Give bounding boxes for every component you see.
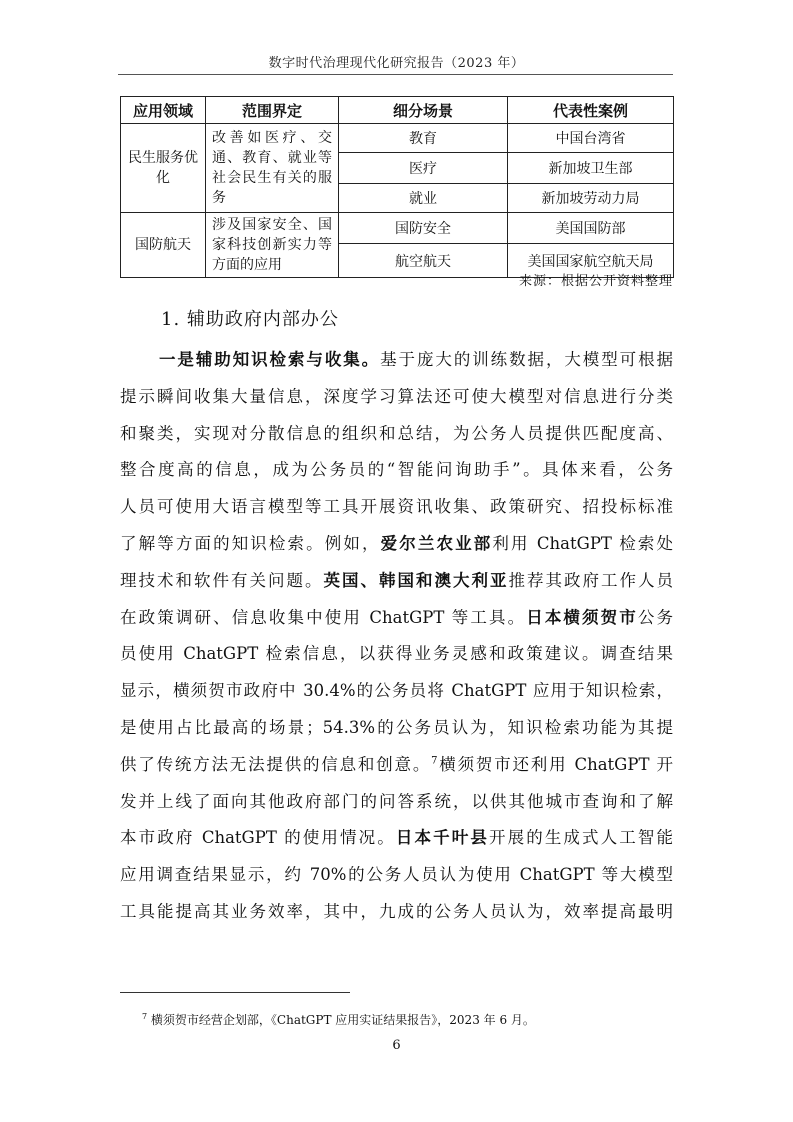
- section-heading: 1. 辅助政府内部办公: [161, 309, 339, 330]
- text-line: 本市政府 ChatGPT 的使用情况。日本千叶县开展的生成式人工智能: [120, 828, 674, 848]
- case-cell: 美国国家航空航天局: [508, 244, 674, 278]
- scope-cell: 涉及国家安全、国家科技创新实力等方面的应用: [206, 213, 339, 278]
- table-header-row: [121, 97, 674, 124]
- text-line: 理技术和软件有关问题。英国、韩国和澳大利亚推荐其政府工作人员: [120, 570, 673, 590]
- scene-cell: 航空航天: [339, 244, 508, 278]
- footnote-rule: [120, 992, 350, 993]
- table-source-note: 来源：根据公开资料整理: [518, 274, 673, 289]
- page-number: 6: [392, 1038, 401, 1053]
- text-line: 工具能提高其业务效率，其中，九成的公务人员认为，效率提高最明: [120, 901, 673, 921]
- scene-cell: 医疗: [339, 153, 508, 184]
- footnote-marker: 7: [142, 1012, 148, 1021]
- case-cell: 新加坡劳动力局: [508, 184, 674, 213]
- text-line: 应用调查结果显示，约 70%的公务人员认为使用 ChatGPT 等大模型: [120, 865, 673, 885]
- text-line: 了解等方面的知识检索。例如，爱尔兰农业部利用 ChatGPT 检索处: [120, 533, 674, 553]
- body-paragraph: [120, 342, 673, 931]
- text-line: 提示瞬间收集大量信息，深度学习算法还可使大模型对信息进行分类: [120, 386, 673, 406]
- scene-cell: 就业: [339, 184, 508, 213]
- text-line: 在政策调研、信息收集中使用 ChatGPT 等工具。日本横须贺市公务: [120, 607, 674, 627]
- footnote: [142, 1011, 535, 1028]
- scene-cell: 教育: [339, 124, 508, 153]
- text-line: 一是辅助知识检索与收集。基于庞大的训练数据，大模型可根据: [159, 350, 674, 369]
- case-cell: 新加坡卫生部: [508, 153, 674, 184]
- text-line: 和聚类，实现对分散信息的组织和总结，为公务人员提供匹配度高、: [120, 423, 673, 443]
- footnote-text: 横须贺市经营企划部，《ChatGPT 应用实证结果报告》，2023 年 6 月。: [150, 1013, 535, 1027]
- column-header: 细分场景: [339, 97, 508, 124]
- bold-entity: 日本千叶县: [395, 828, 489, 848]
- bold-entity: 英国、韩国和澳大利亚: [323, 570, 509, 590]
- application-table: [120, 96, 674, 278]
- text-line: 供了传统方法无法提供的信息和创意。$^7$横须贺市还利用 ChatGPT 开: [120, 754, 674, 774]
- footnote-ref[interactable]: 7: [431, 755, 438, 767]
- text-line: 员使用 ChatGPT 检索信息，以获得业务灵感和政策建议。调查结果: [120, 644, 673, 664]
- column-header: 应用领域: [121, 97, 206, 124]
- domain-cell: 国防航天: [121, 213, 206, 278]
- bold-lead: 一是辅助知识检索与收集。: [159, 350, 381, 369]
- bold-entity: 日本横须贺市: [526, 607, 638, 627]
- column-header: 范围界定: [206, 97, 339, 124]
- text-line: 人员可使用大语言模型等工具开展资讯收集、政策研究、招投标标准: [120, 497, 673, 517]
- table-row: [121, 213, 674, 244]
- domain-cell: 民生服务优化: [121, 124, 206, 213]
- running-header: 数字时代治理现代化研究报告（2023 年）: [268, 56, 525, 71]
- scene-cell: 国防安全: [339, 213, 508, 244]
- text-line: 整合度高的信息，成为公务员的“智能问询助手”。具体来看，公务: [120, 460, 673, 480]
- case-cell: 美国国防部: [508, 213, 674, 244]
- bold-entity: 爱尔兰农业部: [380, 533, 493, 553]
- column-header: 代表性案例: [508, 97, 674, 124]
- scope-cell: 改善如医疗、交通、教育、就业等社会民生有关的服务: [206, 124, 339, 213]
- text-line: 是使用占比最高的场景；54.3%的公务员认为，知识检索功能为其提: [120, 717, 673, 737]
- table-row: [121, 124, 674, 153]
- text-line: 发并上线了面向其他政府部门的问答系统，以供其他城市查询和了解: [120, 791, 673, 811]
- header-rule: [118, 74, 673, 75]
- text-line: 显示，横须贺市政府中 30.4%的公务员将 ChatGPT 应用于知识检索，: [120, 681, 673, 701]
- case-cell: 中国台湾省: [508, 124, 674, 153]
